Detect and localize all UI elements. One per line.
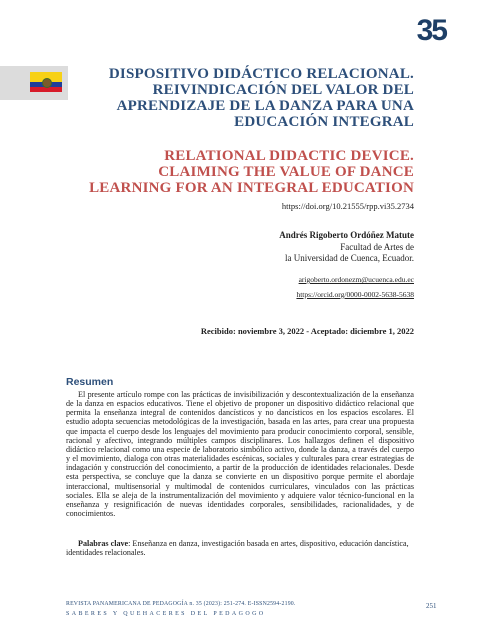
doi-link[interactable]: https://doi.org/10.21555/rpp.vi35.2734 [281,201,414,211]
keywords-label: Palabras clave [78,539,129,548]
author-block [114,230,414,265]
author-affiliation: Facultad de Artes de [340,241,414,252]
received-accepted-dates: Recibido: noviembre 3, 2022 - Aceptado: diciembre 1, 2022 [200,326,414,336]
abstract-heading: Resumen [66,376,114,388]
title-en-line: RELATIONAL DIDACTIC DEVICE. [164,148,414,164]
title-es-line: DISPOSITIVO DIDÁCTICO RELACIONAL. [108,66,414,82]
keywords [66,539,414,558]
title-en-line: LEARNING FOR AN INTEGRAL EDUCATION [89,180,414,196]
ecuador-flag-icon [30,72,62,92]
author-affiliation: la Universidad de Cuenca, Ecuador. [285,253,414,263]
title-es-line: REIVINDICACIÓN DEL VALOR DEL [152,82,414,98]
keywords-text: : Enseñanza en danza, investigación basada en artes, dispositivo, educación dancística, identidades relacionales. [66,539,409,558]
title-english [74,148,414,196]
footer-subtitle: SABERES Y QUEHACERES DEL PEDAGOGO [66,611,266,617]
title-en-line: CLAIMING THE VALUE OF DANCE [158,164,414,180]
title-es-line: EDUCACIÓN INTEGRAL [234,114,414,130]
title-es-line: APRENDIZAJE DE LA DANZA PARA UNA [116,98,414,114]
author-orcid-link[interactable]: https://orcid.org/0000-0002-5638-5638 [296,290,414,299]
issue-number: 35 [416,14,446,47]
author-name: Andrés Rigoberto Ordóñez Matute [279,230,414,240]
page-number: 251 [426,602,437,610]
title-spanish [74,66,414,130]
footer-journal: REVISTA PANAMERICANA DE PEDAGOGÍA n. 35 (2023): 251-274. E-ISSN2594-2190. [66,601,296,607]
author-email-link[interactable]: arigoberto.ordonezm@ucuenca.edu.ec [298,275,414,284]
abstract-text: El presente artículo rompe con las prácticas de invisibilización y descontextualización de la enseñanza de la danza en espacios educativos. Tiene el objetivo de proponer un dispositivo didáctico relacional que permita la enseñanza integral de contenidos dancísticos y no dancísticos en los espacios escolares. El estudio adopta secuencias metodológicas de la investigación, basada en las artes, para crear una propuesta que impacta el cuerpo desde los lenguajes del movimiento para producir conocimiento corporal, sensible, racional y afectivo, integrando múltiples campos disciplinares. Los hallazgos definen el dispositivo didáctico relacional como una especie de laboratorio simbólico activo, donde la danza, a través del cuerpo y el movimiento, dialoga con otras materialidades escénicas, sociales y culturales para crear estrategias de indagación y construcción del conocimiento, a partir de la producción de identidades relacionales. Desde esta perspectiva, se concluye que la danza se convierte en un dispositivo porque permite el abordaje interaccional, multisensorial y multimodal de contenidos curriculares, vinculados con las prácticas sociales. Ella se aleja de la instrumentalización del movimiento y adquiere valor técnico-funcional en la enseñanza y resignificación de nuevas identidades corporales, sensibilidades, racionalidades, y de conocimientos. [66,390,414,519]
